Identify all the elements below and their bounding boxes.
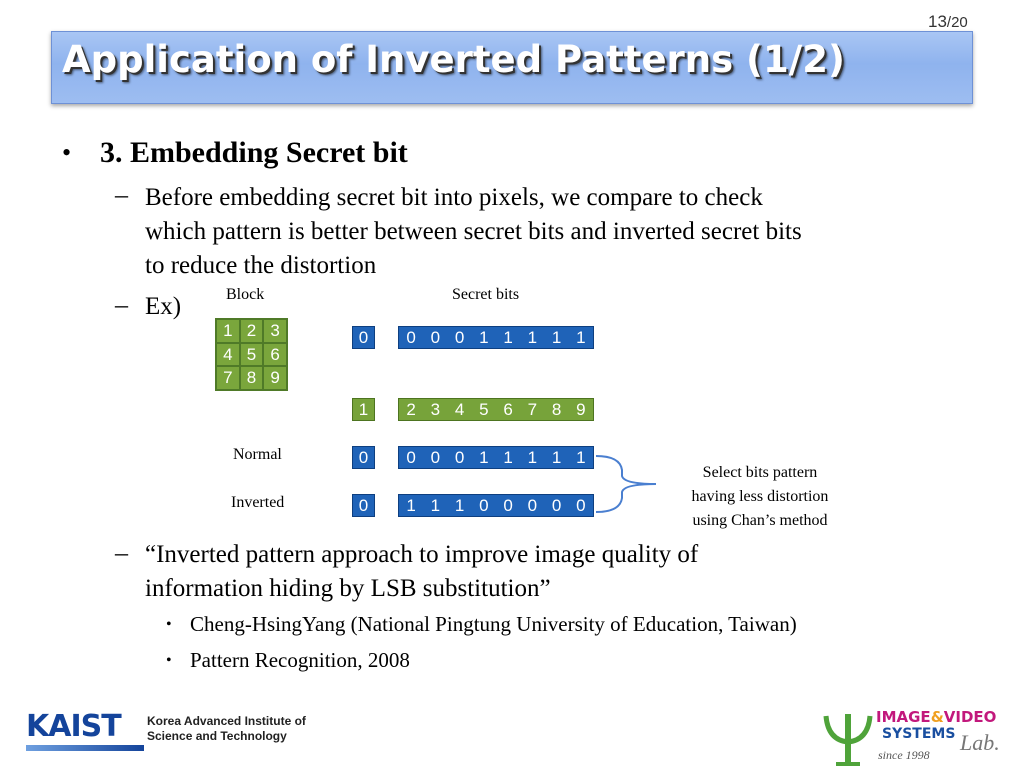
pixel-index: 8 — [551, 400, 562, 419]
lab-since: since 1998 — [878, 748, 930, 762]
bullet-dot: • — [62, 138, 72, 167]
kaist-wordmark: KAIST — [26, 709, 121, 744]
bit: 1 — [576, 448, 586, 467]
dash-3: – — [115, 538, 128, 567]
pixel-index: 6 — [503, 400, 513, 419]
block-cell: 2 — [241, 320, 263, 342]
bit: 0 — [503, 496, 513, 515]
dash-2: – — [115, 290, 128, 319]
bit: 1 — [479, 448, 489, 467]
normal-flag-bit: 0 — [352, 446, 375, 469]
dash-1: – — [115, 180, 128, 209]
bit: 0 — [430, 448, 441, 467]
small-bullet-dot: • — [166, 652, 172, 669]
bit: 0 — [406, 448, 416, 467]
ivs-title-line1 — [876, 708, 996, 726]
inverted-label: Inverted — [231, 494, 285, 511]
lab-image: IMAGE — [876, 708, 931, 726]
bit: 0 — [479, 496, 489, 515]
sub1-line2: which pattern is better between secret bits and inverted secret bits — [145, 218, 802, 245]
row2-flag-pixel: 1 — [352, 398, 375, 421]
bit: 1 — [454, 496, 465, 515]
page-number — [928, 12, 968, 32]
block-cell: 8 — [241, 367, 263, 389]
row2-pixel-indices — [398, 398, 594, 421]
pixel-index: 9 — [576, 400, 586, 419]
bit: 0 — [406, 328, 416, 347]
sub-bullet-paper-title — [145, 538, 965, 606]
inverted-flag-bit: 0 — [352, 494, 375, 517]
sub-bullet-ex: Ex) — [145, 293, 182, 320]
block-label: Block — [226, 286, 265, 303]
row1-secret-bits — [398, 326, 594, 349]
kaist-name-line2: Science and Technology — [147, 729, 287, 743]
page-total: /20 — [946, 14, 968, 31]
slide-title: Application of Inverted Patterns (1/2) — [62, 38, 845, 81]
inverted-bits — [398, 494, 594, 517]
bit: 0 — [551, 496, 562, 515]
bit: 1 — [576, 328, 586, 347]
pixel-index: 2 — [406, 400, 416, 419]
bit: 1 — [527, 328, 538, 347]
author-item: Cheng-HsingYang (National Pingtung University of Education, Taiwan) — [190, 612, 797, 636]
normal-bits — [398, 446, 594, 469]
block-cell: 6 — [264, 344, 286, 366]
kaist-fullname — [147, 714, 306, 744]
psi-logo-icon — [820, 710, 876, 768]
lab-systems: SYSTEMS — [882, 726, 956, 742]
curly-bracket — [592, 448, 662, 520]
kaist-name-line1: Korea Advanced Institute of — [147, 714, 306, 728]
select-pattern-note — [660, 461, 860, 533]
row1-flag-bit: 0 — [352, 326, 375, 349]
pixel-block-grid — [215, 318, 288, 391]
bit: 0 — [527, 496, 538, 515]
block-cell: 9 — [264, 367, 286, 389]
small-bullet-dot: • — [166, 616, 172, 633]
bit: 0 — [454, 328, 465, 347]
lab-lab: Lab. — [960, 730, 1000, 755]
sub-bullet-before-embedding — [145, 181, 965, 283]
pixel-index: 3 — [430, 400, 441, 419]
select-line3: using Chan’s method — [692, 512, 828, 529]
secret-bits-label: Secret bits — [452, 286, 520, 303]
bit: 1 — [430, 496, 441, 515]
normal-label: Normal — [233, 446, 282, 463]
pixel-index: 7 — [527, 400, 538, 419]
sub3-line2: information hiding by LSB substitution” — [145, 575, 551, 602]
kaist-logo — [26, 710, 144, 751]
page-current: 13 — [928, 12, 947, 31]
pixel-index: 4 — [454, 400, 465, 419]
bit: 1 — [503, 448, 513, 467]
kaist-underline — [26, 745, 144, 751]
bit: 0 — [430, 328, 441, 347]
sub1-line1: Before embedding secret bit into pixels, we compare to check — [145, 184, 763, 211]
bit: 0 — [576, 496, 586, 515]
select-line2: having less distortion — [691, 488, 829, 505]
bit: 1 — [406, 496, 416, 515]
pixel-index: 5 — [479, 400, 489, 419]
bit: 1 — [527, 448, 538, 467]
sub3-line1: “Inverted pattern approach to improve image quality of — [145, 541, 699, 568]
block-cell: 7 — [217, 367, 239, 389]
block-cell: 4 — [217, 344, 239, 366]
block-cell: 1 — [217, 320, 239, 342]
lab-video: VIDEO — [943, 708, 997, 726]
journal-item: Pattern Recognition, 2008 — [190, 648, 410, 672]
bit: 0 — [454, 448, 465, 467]
bullet-embedding-secret-bit: 3. Embedding Secret bit — [100, 136, 408, 169]
bit: 1 — [551, 448, 562, 467]
bit: 1 — [551, 328, 562, 347]
select-line1: Select bits pattern — [702, 464, 818, 481]
bit: 1 — [479, 328, 489, 347]
block-cell: 5 — [241, 344, 263, 366]
lab-amp: & — [930, 708, 944, 726]
block-cell: 3 — [264, 320, 286, 342]
sub1-line3: to reduce the distortion — [145, 252, 377, 279]
bit: 1 — [503, 328, 513, 347]
